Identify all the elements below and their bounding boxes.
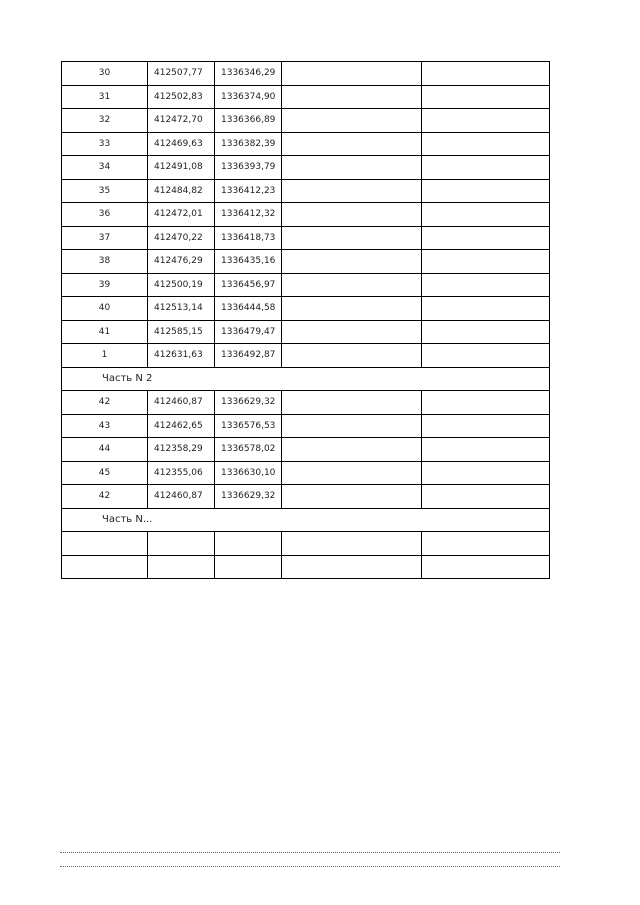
section-header-row <box>62 508 550 532</box>
y-coordinate-cell: 1336366,89 <box>215 109 282 133</box>
coordinates-table <box>61 61 550 579</box>
empty-cell <box>422 273 550 297</box>
point-number-cell: 40 <box>62 297 148 321</box>
point-number-cell: 41 <box>62 320 148 344</box>
table-row <box>62 391 550 415</box>
empty-cell <box>422 485 550 509</box>
coordinates-table-body <box>62 62 550 579</box>
x-coordinate-cell: 412585,15 <box>148 320 215 344</box>
y-coordinate-cell: 1336412,23 <box>215 179 282 203</box>
table-row <box>62 179 550 203</box>
empty-cell <box>422 344 550 368</box>
y-coordinate-cell: 1336492,87 <box>215 344 282 368</box>
y-coordinate-cell: 1336578,02 <box>215 438 282 462</box>
empty-cell <box>282 132 422 156</box>
empty-cell <box>422 109 550 133</box>
empty-cell <box>422 555 550 579</box>
y-coordinate-cell: 1336456,97 <box>215 273 282 297</box>
point-number-cell <box>62 555 148 579</box>
empty-cell <box>422 532 550 556</box>
table-row <box>62 320 550 344</box>
empty-cell <box>282 391 422 415</box>
empty-cell <box>282 85 422 109</box>
y-coordinate-cell: 1336479,47 <box>215 320 282 344</box>
empty-cell <box>282 438 422 462</box>
empty-cell <box>422 179 550 203</box>
table-row <box>62 156 550 180</box>
empty-cell <box>282 461 422 485</box>
empty-cell <box>422 320 550 344</box>
empty-cell <box>282 273 422 297</box>
empty-cell <box>282 555 422 579</box>
table-row <box>62 85 550 109</box>
table-row <box>62 461 550 485</box>
empty-cell <box>282 226 422 250</box>
table-row <box>62 250 550 274</box>
empty-cell <box>422 156 550 180</box>
x-coordinate-cell: 412358,29 <box>148 438 215 462</box>
point-number-cell: 45 <box>62 461 148 485</box>
empty-cell <box>282 532 422 556</box>
point-number-cell: 31 <box>62 85 148 109</box>
empty-cell <box>422 297 550 321</box>
y-coordinate-cell: 1336346,29 <box>215 62 282 86</box>
x-coordinate-cell: 412355,06 <box>148 461 215 485</box>
empty-cell <box>282 62 422 86</box>
empty-cell <box>282 344 422 368</box>
table-row <box>62 226 550 250</box>
point-number-cell: 36 <box>62 203 148 227</box>
x-coordinate-cell: 412631,63 <box>148 344 215 368</box>
point-number-cell: 35 <box>62 179 148 203</box>
table-row <box>62 438 550 462</box>
table-row <box>62 532 550 556</box>
empty-cell <box>422 85 550 109</box>
section-header-row <box>62 367 550 391</box>
table-row <box>62 109 550 133</box>
x-coordinate-cell: 412507,77 <box>148 62 215 86</box>
empty-cell <box>282 203 422 227</box>
table-row <box>62 485 550 509</box>
y-coordinate-cell: 1336382,39 <box>215 132 282 156</box>
point-number-cell: 30 <box>62 62 148 86</box>
y-coordinate-cell: 1336412,32 <box>215 203 282 227</box>
x-coordinate-cell: 412476,29 <box>148 250 215 274</box>
y-coordinate-cell: 1336630,10 <box>215 461 282 485</box>
table-row <box>62 344 550 368</box>
point-number-cell: 42 <box>62 485 148 509</box>
table-row <box>62 62 550 86</box>
empty-cell <box>422 250 550 274</box>
y-coordinate-cell: 1336444,58 <box>215 297 282 321</box>
table-row <box>62 555 550 579</box>
table-row <box>62 203 550 227</box>
x-coordinate-cell: 412460,87 <box>148 391 215 415</box>
y-coordinate-cell: 1336393,79 <box>215 156 282 180</box>
x-coordinate-cell: 412502,83 <box>148 85 215 109</box>
point-number-cell <box>62 532 148 556</box>
x-coordinate-cell: 412472,01 <box>148 203 215 227</box>
empty-cell <box>282 156 422 180</box>
empty-cell <box>282 414 422 438</box>
empty-cell <box>282 485 422 509</box>
footer-dotted-line-2 <box>60 866 560 867</box>
point-number-cell: 37 <box>62 226 148 250</box>
section-label: Часть N... <box>62 508 550 532</box>
empty-cell <box>422 438 550 462</box>
empty-cell <box>422 391 550 415</box>
footer-dotted-line-1 <box>60 852 560 853</box>
x-coordinate-cell: 412470,22 <box>148 226 215 250</box>
y-coordinate-cell: 1336629,32 <box>215 485 282 509</box>
empty-cell <box>422 226 550 250</box>
section-label: Часть N 2 <box>62 367 550 391</box>
point-number-cell: 42 <box>62 391 148 415</box>
x-coordinate-cell <box>148 532 215 556</box>
x-coordinate-cell: 412491,08 <box>148 156 215 180</box>
y-coordinate-cell: 1336374,90 <box>215 85 282 109</box>
point-number-cell: 39 <box>62 273 148 297</box>
x-coordinate-cell: 412462,65 <box>148 414 215 438</box>
empty-cell <box>422 461 550 485</box>
y-coordinate-cell: 1336418,73 <box>215 226 282 250</box>
x-coordinate-cell: 412513,14 <box>148 297 215 321</box>
empty-cell <box>422 62 550 86</box>
y-coordinate-cell: 1336629,32 <box>215 391 282 415</box>
x-coordinate-cell: 412500,19 <box>148 273 215 297</box>
empty-cell <box>282 320 422 344</box>
x-coordinate-cell: 412469,63 <box>148 132 215 156</box>
x-coordinate-cell: 412460,87 <box>148 485 215 509</box>
empty-cell <box>282 109 422 133</box>
x-coordinate-cell: 412484,82 <box>148 179 215 203</box>
x-coordinate-cell: 412472,70 <box>148 109 215 133</box>
y-coordinate-cell <box>215 555 282 579</box>
table-row <box>62 132 550 156</box>
empty-cell <box>422 203 550 227</box>
y-coordinate-cell <box>215 532 282 556</box>
x-coordinate-cell <box>148 555 215 579</box>
empty-cell <box>282 297 422 321</box>
table-row <box>62 297 550 321</box>
y-coordinate-cell: 1336435,16 <box>215 250 282 274</box>
empty-cell <box>422 414 550 438</box>
table-row <box>62 414 550 438</box>
point-number-cell: 38 <box>62 250 148 274</box>
empty-cell <box>282 179 422 203</box>
empty-cell <box>422 132 550 156</box>
empty-cell <box>282 250 422 274</box>
point-number-cell: 34 <box>62 156 148 180</box>
point-number-cell: 1 <box>62 344 148 368</box>
y-coordinate-cell: 1336576,53 <box>215 414 282 438</box>
point-number-cell: 33 <box>62 132 148 156</box>
point-number-cell: 43 <box>62 414 148 438</box>
table-row <box>62 273 550 297</box>
point-number-cell: 44 <box>62 438 148 462</box>
point-number-cell: 32 <box>62 109 148 133</box>
